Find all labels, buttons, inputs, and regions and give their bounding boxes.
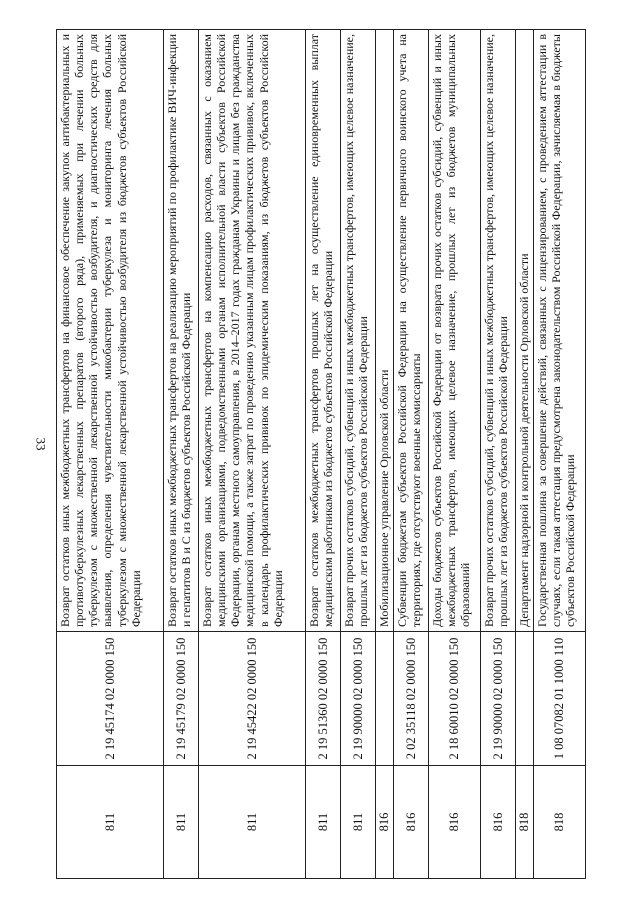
budget-code-cell: 2 19 45179 02 0000 150: [164, 632, 199, 766]
page-number: 33: [33, 437, 49, 451]
description-cell: Возврат остатков иных межбюджетных трансфертов на реализацию мероприятий по профилактике ВИЧ-инфекции и гепатитов В и С из бюджетов субъектов Российской Федерации: [164, 30, 199, 632]
admin-code-cell: 816: [376, 766, 394, 879]
budget-code-cell: 2 18 60010 02 0000 150: [429, 632, 481, 766]
description-cell: Доходы бюджетов субъектов Российской Федерации от возврата прочих остатков субсидий, субвенций и иных межбюджетных трансфертов, имеющих целевое назначение, прошлых лет из бюджетов муниципальных образований: [429, 30, 481, 632]
budget-code-cell: 2 19 45422 02 0000 150: [199, 632, 306, 766]
admin-code-cell: 818: [516, 766, 534, 879]
table-body: [57, 30, 586, 879]
budget-code-cell: 2 02 35118 02 0000 150: [394, 632, 429, 766]
description-cell: Государственная пошлина за совершение действий, связанных с лицензированием, с проведением аттестации в случаях, если такая аттестация предусмотрена законодательством Российской Федерации, зачисляемая в бюджеты субъектов Российской Федерации: [534, 30, 586, 632]
table-row: [341, 30, 376, 879]
budget-code-cell: 2 19 90000 02 0000 150: [341, 632, 376, 766]
description-cell: Возврат остатков иных межбюджетных трансфертов на компенсацию расходов, связанных с оказанием медицинскими организациями, подведомственными органам исполнительной власти субъектов Российской Федерации, органам местного самоуправления, в 2014–2017 годах гражданам Украины и лицам без гражданства медицинской помощи, а также затрат по проведению указанным лицам профилактических прививок, включенных в календарь профилактических прививок по эпидемическим показаниям, из бюджетов субъектов Российской Федерации: [199, 30, 306, 632]
admin-code-cell: 811: [199, 766, 306, 879]
table-row: [199, 30, 306, 879]
description-cell: Департамент надзорной и контрольной деятельности Орловской области: [516, 30, 534, 632]
budget-code-cell: 2 19 45174 02 0000 150: [57, 632, 164, 766]
budget-code-cell: [376, 632, 394, 766]
admin-code-cell: 811: [306, 766, 341, 879]
description-cell: Мобилизационное управление Орловской области: [376, 30, 394, 632]
admin-code-cell: 818: [534, 766, 586, 879]
admin-code-cell: 816: [481, 766, 516, 879]
table-row: [481, 30, 516, 879]
description-cell: Субвенции бюджетам субъектов Российской Федерации на осуществление первичного воинского учета на территориях, где отсутствуют военные комиссариаты: [394, 30, 429, 632]
revenue-codes-table: [56, 29, 586, 879]
budget-code-cell: 1 08 07082 01 1000 110: [534, 632, 586, 766]
description-cell: Возврат прочих остатков субсидий, субвенций и иных межбюджетных трансфертов, имеющих целевое назначение, прошлых лет из бюджетов субъектов Российской Федерации: [481, 30, 516, 632]
admin-code-cell: 811: [341, 766, 376, 879]
description-cell: Возврат остатков иных межбюджетных трансфертов на финансовое обеспечение закупок антибактериальных и противотуберкулезных лекарственных препаратов (второго ряда), применяемых при лечении больных туберкулезом с множественной лекарственной устойчивостью возбудителя, и диагностических средств для выявления, определения чувствительности микобактерии туберкулеза и мониторинга лечения больных туберкулезом с множественной лекарственной устойчивостью возбудителя из бюджетов субъектов Российской Федерации: [57, 30, 164, 632]
budget-code-cell: 2 19 90000 02 0000 150: [481, 632, 516, 766]
table-row: [394, 30, 429, 879]
admin-code-cell: 816: [429, 766, 481, 879]
table-row: [534, 30, 586, 879]
description-cell: Возврат прочих остатков субсидий, субвенций и иных межбюджетных трансфертов, имеющих целевое назначение, прошлых лет из бюджетов субъектов Российской Федерации: [341, 30, 376, 632]
table-row: [429, 30, 481, 879]
table-row: [516, 30, 534, 879]
table-row: [57, 30, 164, 879]
admin-code-cell: 811: [57, 766, 164, 879]
rotated-page-content: [56, 29, 640, 879]
table-row: [164, 30, 199, 879]
table-row: [306, 30, 341, 879]
admin-code-cell: 816: [394, 766, 429, 879]
budget-code-cell: [516, 632, 534, 766]
admin-code-cell: 811: [164, 766, 199, 879]
budget-code-cell: 2 19 51360 02 0000 150: [306, 632, 341, 766]
description-cell: Возврат остатков межбюджетных трансфертов прошлых лет на осуществление единовременных выплат медицинским работникам из бюджетов субъектов Российской Федерации: [306, 30, 341, 632]
table-row: [376, 30, 394, 879]
